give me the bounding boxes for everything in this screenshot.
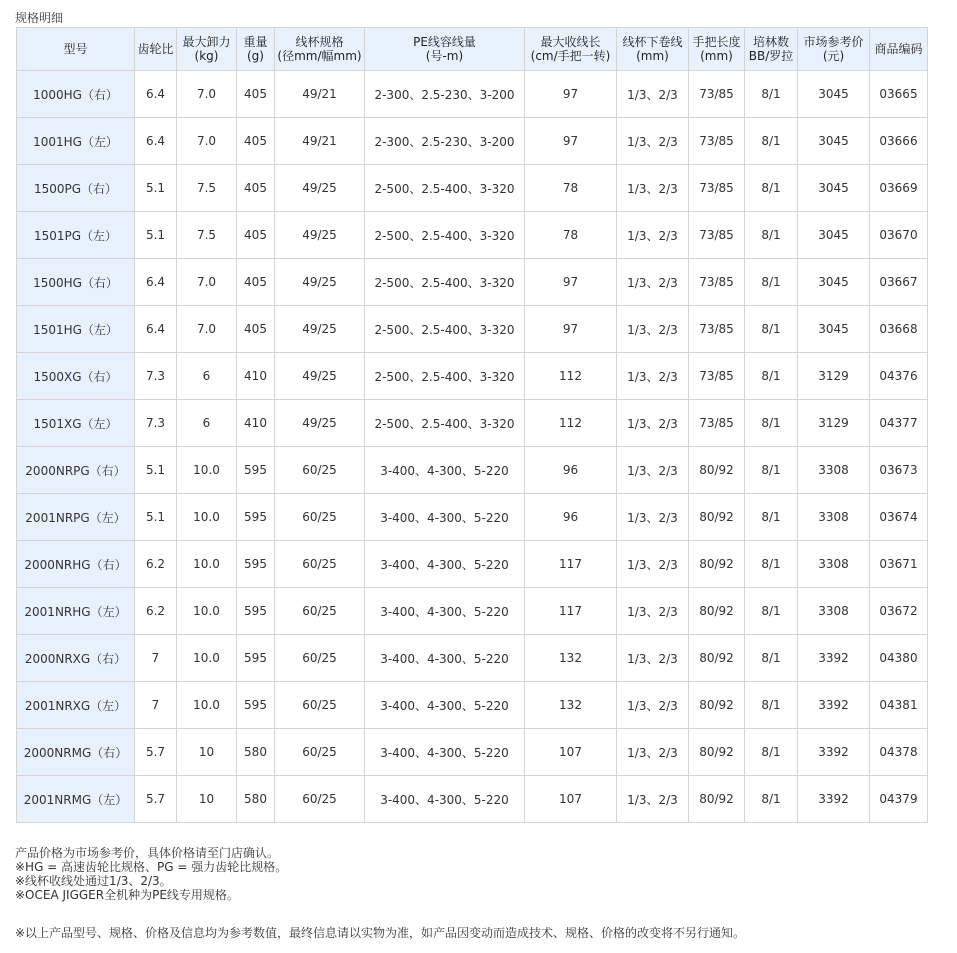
table-cell: 5.1 (135, 447, 177, 494)
table-cell: 2-300、2.5-230、3-200 (365, 71, 525, 118)
table-cell: 107 (525, 776, 617, 823)
table-cell: 8/1 (745, 776, 798, 823)
table-cell: 80/92 (689, 447, 745, 494)
table-cell: 73/85 (689, 212, 745, 259)
column-header (870, 28, 928, 71)
table-cell: 10.0 (177, 447, 237, 494)
table-cell: 7.5 (177, 212, 237, 259)
table-cell: 1/3、2/3 (617, 212, 689, 259)
table-cell: 8/1 (745, 71, 798, 118)
table-cell: 73/85 (689, 306, 745, 353)
table-cell: 132 (525, 635, 617, 682)
spec-table (16, 27, 928, 823)
table-cell: 73/85 (689, 118, 745, 165)
table-cell: 8/1 (745, 353, 798, 400)
table-cell: 3308 (798, 494, 870, 541)
table-cell: 49/25 (275, 165, 365, 212)
table-cell: 78 (525, 165, 617, 212)
table-cell: 60/25 (275, 494, 365, 541)
table-row (17, 71, 928, 118)
table-cell: 73/85 (689, 400, 745, 447)
table-cell: 49/25 (275, 259, 365, 306)
table-cell: 5.1 (135, 494, 177, 541)
table-cell: 8/1 (745, 635, 798, 682)
table-cell: 2-500、2.5-400、3-320 (365, 306, 525, 353)
table-cell: 96 (525, 494, 617, 541)
table-row (17, 494, 928, 541)
table-cell: 1/3、2/3 (617, 400, 689, 447)
table-cell: 8/1 (745, 212, 798, 259)
table-cell: 3-400、4-300、5-220 (365, 447, 525, 494)
table-cell: 10 (177, 776, 237, 823)
table-cell: 595 (237, 541, 275, 588)
table-cell: 96 (525, 447, 617, 494)
table-cell: 3-400、4-300、5-220 (365, 682, 525, 729)
table-cell: 8/1 (745, 447, 798, 494)
column-header-unit: (元) (822, 49, 845, 63)
table-cell: 5.1 (135, 165, 177, 212)
table-row (17, 541, 928, 588)
table-cell: 10.0 (177, 682, 237, 729)
table-cell: 7 (135, 635, 177, 682)
table-cell: 3045 (798, 212, 870, 259)
table-cell: 03674 (870, 494, 928, 541)
table-cell: 80/92 (689, 729, 745, 776)
table-cell: 97 (525, 259, 617, 306)
model-cell: 2001NRHG（左） (17, 588, 135, 635)
table-cell: 1/3、2/3 (617, 306, 689, 353)
model-cell: 2001NRXG（左） (17, 682, 135, 729)
column-header (275, 28, 365, 71)
table-cell: 03665 (870, 71, 928, 118)
column-header-label: 线杯规格 (295, 35, 344, 49)
column-header (617, 28, 689, 71)
table-cell: 8/1 (745, 588, 798, 635)
table-cell: 1/3、2/3 (617, 541, 689, 588)
model-cell: 2001NRMG（左） (17, 776, 135, 823)
table-cell: 405 (237, 259, 275, 306)
table-cell: 80/92 (689, 494, 745, 541)
table-cell: 80/92 (689, 682, 745, 729)
table-cell: 7.0 (177, 71, 237, 118)
table-body (17, 71, 928, 823)
table-row (17, 776, 928, 823)
column-header-unit: (mm) (700, 49, 733, 63)
table-cell: 7 (135, 682, 177, 729)
column-header-unit: (g) (247, 49, 264, 63)
table-row (17, 447, 928, 494)
column-header-unit: (cm/手把一转) (530, 49, 611, 63)
column-header-label: PE线容线量 (413, 35, 476, 49)
table-cell: 3-400、4-300、5-220 (365, 776, 525, 823)
table-cell: 1/3、2/3 (617, 447, 689, 494)
table-row (17, 588, 928, 635)
table-cell: 6.4 (135, 71, 177, 118)
table-cell: 112 (525, 400, 617, 447)
column-header-unit: (号-m) (425, 49, 464, 63)
section-title: 规格明细 (15, 11, 64, 25)
model-cell: 1001HG（左） (17, 118, 135, 165)
table-cell: 60/25 (275, 447, 365, 494)
table-cell: 3392 (798, 635, 870, 682)
table-cell: 3045 (798, 165, 870, 212)
table-cell: 1/3、2/3 (617, 259, 689, 306)
model-cell: 1000HG（右） (17, 71, 135, 118)
table-cell: 8/1 (745, 306, 798, 353)
table-cell: 5.7 (135, 776, 177, 823)
table-cell: 49/25 (275, 212, 365, 259)
table-cell: 595 (237, 635, 275, 682)
table-cell: 3045 (798, 118, 870, 165)
table-cell: 117 (525, 588, 617, 635)
table-cell: 60/25 (275, 776, 365, 823)
table-row (17, 212, 928, 259)
table-cell: 405 (237, 118, 275, 165)
column-header (177, 28, 237, 71)
table-cell: 5.7 (135, 729, 177, 776)
table-cell: 49/25 (275, 353, 365, 400)
disclaimer: ※以上产品型号、规格、价格及信息均为参考数值，最终信息请以实物为准，如产品因变动而造成技术、规格、价格的改变将不另行通知。 (15, 926, 746, 940)
table-cell: 595 (237, 588, 275, 635)
model-cell: 2000NRPG（右） (17, 447, 135, 494)
model-cell: 1500HG（右） (17, 259, 135, 306)
model-cell: 1501HG（左） (17, 306, 135, 353)
column-header-unit: (kg) (194, 49, 219, 63)
table-cell: 3-400、4-300、5-220 (365, 588, 525, 635)
table-header-row (17, 28, 928, 71)
table-cell: 3045 (798, 306, 870, 353)
table-cell: 1/3、2/3 (617, 588, 689, 635)
table-row (17, 635, 928, 682)
table-cell: 2-300、2.5-230、3-200 (365, 118, 525, 165)
table-cell: 5.1 (135, 212, 177, 259)
column-header (135, 28, 177, 71)
column-header (237, 28, 275, 71)
table-cell: 6.4 (135, 306, 177, 353)
column-header-label: 线杯下卷线 (622, 35, 683, 49)
table-cell: 10 (177, 729, 237, 776)
table-cell: 3308 (798, 541, 870, 588)
table-cell: 97 (525, 71, 617, 118)
column-header-unit: (mm) (636, 49, 669, 63)
note-line: ※线杯收线处通过1/3、2/3。 (15, 874, 172, 888)
column-header-label: 手把长度 (692, 35, 741, 49)
table-cell: 73/85 (689, 259, 745, 306)
table-cell: 10.0 (177, 494, 237, 541)
table-cell: 1/3、2/3 (617, 682, 689, 729)
table-cell: 8/1 (745, 494, 798, 541)
table-cell: 10.0 (177, 541, 237, 588)
table-cell: 6.4 (135, 118, 177, 165)
table-cell: 595 (237, 494, 275, 541)
table-cell: 04376 (870, 353, 928, 400)
table-cell: 1/3、2/3 (617, 494, 689, 541)
table-cell: 7.0 (177, 306, 237, 353)
note-line: ※OCEA JIGGER全机种为PE线专用规格。 (15, 888, 239, 902)
table-cell: 595 (237, 682, 275, 729)
table-cell: 8/1 (745, 118, 798, 165)
table-cell: 405 (237, 71, 275, 118)
table-row (17, 729, 928, 776)
column-header (525, 28, 617, 71)
table-cell: 6 (177, 400, 237, 447)
table-cell: 03667 (870, 259, 928, 306)
model-cell: 1501XG（左） (17, 400, 135, 447)
model-cell: 1500XG（右） (17, 353, 135, 400)
column-header-label: 培林数 (752, 35, 789, 49)
table-cell: 97 (525, 306, 617, 353)
table-cell: 405 (237, 212, 275, 259)
table-cell: 80/92 (689, 635, 745, 682)
model-cell: 1500PG（右） (17, 165, 135, 212)
table-cell: 6 (177, 353, 237, 400)
table-cell: 405 (237, 165, 275, 212)
table-cell: 1/3、2/3 (617, 776, 689, 823)
table-cell: 03670 (870, 212, 928, 259)
table-cell: 04377 (870, 400, 928, 447)
table-cell: 03671 (870, 541, 928, 588)
table-cell: 7.3 (135, 400, 177, 447)
table-cell: 1/3、2/3 (617, 165, 689, 212)
table-cell: 580 (237, 776, 275, 823)
table-cell: 8/1 (745, 165, 798, 212)
note-line: ※HG = 高速齿轮比规格、PG = 强力齿轮比规格。 (15, 860, 288, 874)
column-header (17, 28, 135, 71)
table-cell: 3-400、4-300、5-220 (365, 494, 525, 541)
column-header-label: 型号 (63, 42, 88, 56)
table-cell: 410 (237, 353, 275, 400)
table-cell: 03668 (870, 306, 928, 353)
table-cell: 03669 (870, 165, 928, 212)
table-cell: 3-400、4-300、5-220 (365, 729, 525, 776)
table-cell: 80/92 (689, 776, 745, 823)
table-cell: 1/3、2/3 (617, 729, 689, 776)
column-header-label: 商品编码 (874, 42, 923, 56)
table-cell: 132 (525, 682, 617, 729)
table-cell: 2-500、2.5-400、3-320 (365, 165, 525, 212)
table-cell: 3392 (798, 682, 870, 729)
table-cell: 8/1 (745, 400, 798, 447)
column-header-label: 最大卸力 (182, 35, 231, 49)
column-header-unit: BB/罗拉 (748, 49, 794, 63)
table-cell: 03673 (870, 447, 928, 494)
table-cell: 60/25 (275, 682, 365, 729)
table-cell: 80/92 (689, 541, 745, 588)
table-cell: 10.0 (177, 635, 237, 682)
table-cell: 7.0 (177, 259, 237, 306)
table-cell: 10.0 (177, 588, 237, 635)
column-header (745, 28, 798, 71)
table-row (17, 118, 928, 165)
table-cell: 80/92 (689, 588, 745, 635)
model-cell: 2000NRHG（右） (17, 541, 135, 588)
table-cell: 78 (525, 212, 617, 259)
table-cell: 04379 (870, 776, 928, 823)
table-cell: 49/25 (275, 306, 365, 353)
table-cell: 6.4 (135, 259, 177, 306)
table-cell: 405 (237, 306, 275, 353)
table-cell: 04381 (870, 682, 928, 729)
table-cell: 7.0 (177, 118, 237, 165)
notes (15, 846, 287, 902)
table-cell: 3045 (798, 71, 870, 118)
table-cell: 2-500、2.5-400、3-320 (365, 353, 525, 400)
column-header-label: 重量 (243, 35, 268, 49)
table-cell: 1/3、2/3 (617, 118, 689, 165)
table-cell: 60/25 (275, 635, 365, 682)
table-cell: 2-500、2.5-400、3-320 (365, 400, 525, 447)
table-cell: 8/1 (745, 729, 798, 776)
table-cell: 3-400、4-300、5-220 (365, 635, 525, 682)
table-cell: 3392 (798, 729, 870, 776)
column-header-label: 最大收线长 (540, 35, 601, 49)
table-cell: 2-500、2.5-400、3-320 (365, 259, 525, 306)
table-cell: 7.5 (177, 165, 237, 212)
table-row (17, 306, 928, 353)
table-cell: 3308 (798, 447, 870, 494)
table-row (17, 353, 928, 400)
table-cell: 410 (237, 400, 275, 447)
table-cell: 107 (525, 729, 617, 776)
table-cell: 3-400、4-300、5-220 (365, 541, 525, 588)
table-cell: 595 (237, 447, 275, 494)
table-cell: 6.2 (135, 588, 177, 635)
column-header-label: 市场参考价 (803, 35, 864, 49)
table-cell: 04380 (870, 635, 928, 682)
table-cell: 6.2 (135, 541, 177, 588)
table-cell: 49/21 (275, 71, 365, 118)
table-cell: 49/25 (275, 400, 365, 447)
table-row (17, 400, 928, 447)
table-cell: 8/1 (745, 541, 798, 588)
table-cell: 03666 (870, 118, 928, 165)
column-header-label: 齿轮比 (137, 42, 174, 56)
table-cell: 8/1 (745, 682, 798, 729)
table-cell: 3129 (798, 400, 870, 447)
table-cell: 580 (237, 729, 275, 776)
table-cell: 60/25 (275, 729, 365, 776)
model-cell: 1501PG（左） (17, 212, 135, 259)
note-line: 产品价格为市场参考价，具体价格请至门店确认。 (15, 846, 280, 860)
column-header (689, 28, 745, 71)
model-cell: 2000NRMG（右） (17, 729, 135, 776)
model-cell: 2001NRPG（左） (17, 494, 135, 541)
table-cell: 2-500、2.5-400、3-320 (365, 212, 525, 259)
table-cell: 04378 (870, 729, 928, 776)
table-row (17, 165, 928, 212)
table-cell: 1/3、2/3 (617, 71, 689, 118)
table-cell: 112 (525, 353, 617, 400)
table-cell: 117 (525, 541, 617, 588)
table-cell: 60/25 (275, 588, 365, 635)
table-cell: 03672 (870, 588, 928, 635)
table-cell: 3045 (798, 259, 870, 306)
table-cell: 73/85 (689, 71, 745, 118)
table-cell: 3129 (798, 353, 870, 400)
table-cell: 49/21 (275, 118, 365, 165)
table-cell: 60/25 (275, 541, 365, 588)
table-row (17, 682, 928, 729)
table-cell: 73/85 (689, 165, 745, 212)
table-cell: 3308 (798, 588, 870, 635)
model-cell: 2000NRXG（右） (17, 635, 135, 682)
table-cell: 7.3 (135, 353, 177, 400)
table-cell: 3392 (798, 776, 870, 823)
table-cell: 8/1 (745, 259, 798, 306)
table-cell: 73/85 (689, 353, 745, 400)
table-cell: 1/3、2/3 (617, 635, 689, 682)
table-cell: 97 (525, 118, 617, 165)
column-header (365, 28, 525, 71)
table-row (17, 259, 928, 306)
column-header-unit: (径mm/幅mm) (277, 49, 362, 63)
table-cell: 1/3、2/3 (617, 353, 689, 400)
column-header (798, 28, 870, 71)
